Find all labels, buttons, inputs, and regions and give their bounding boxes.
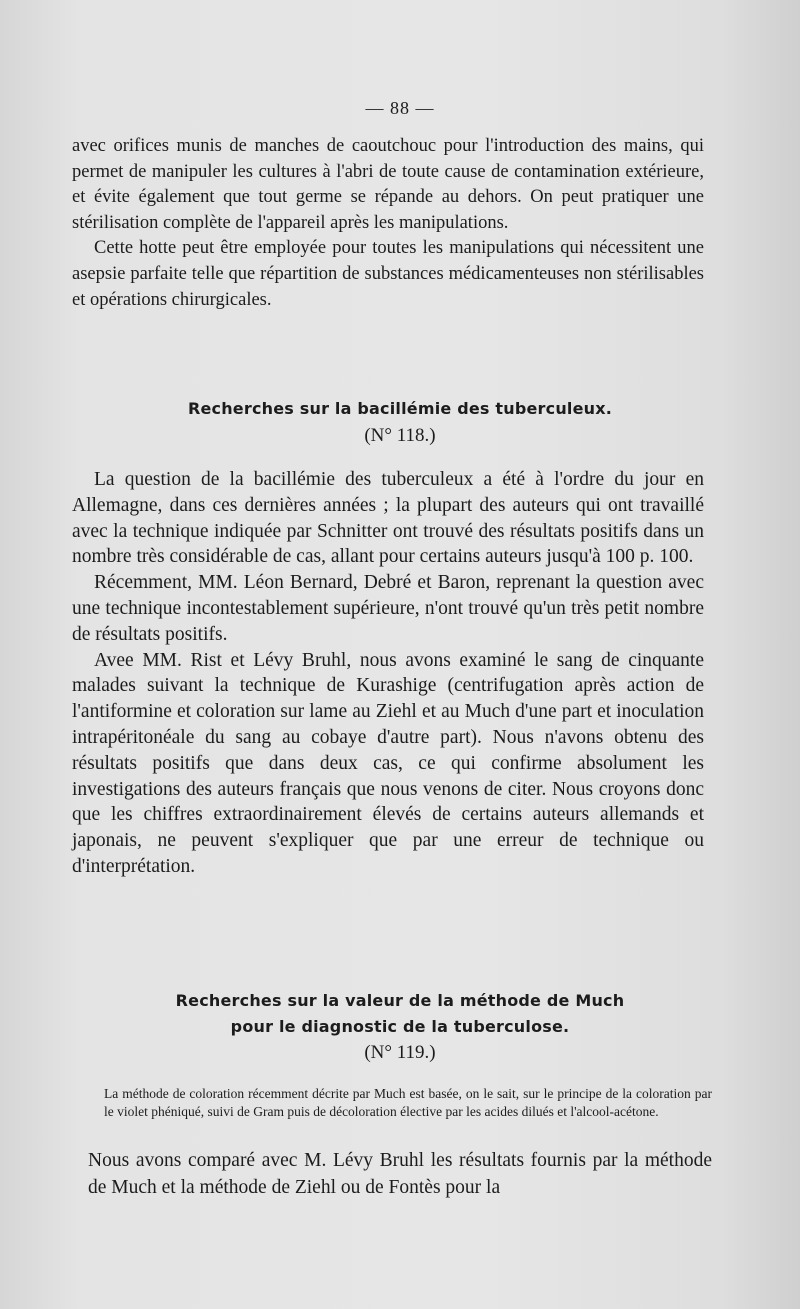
section-119-summary	[104, 1085, 712, 1120]
section-119-paragraph: Nous avons comparé avec M. Lévy Bruhl les résultats fournis par la méthode de Much et la méthode de Ziehl ou de Fontès pour la	[88, 1150, 712, 1198]
section-119-body	[88, 1147, 712, 1201]
section-119-title-line-1: Recherches sur la valeur de la méthode de Much	[175, 991, 625, 1010]
section-118-ref: (N° 118.)	[364, 425, 436, 446]
section-119-title	[0, 988, 800, 1040]
section-119-summary-text: La méthode de coloration récemment décrite par Much est basée, on le sait, sur le principe de la coloration par le violet phéniqué, suivi de Gram puis de décoloration élective par les acides dilués et l'alcool-acétone.	[104, 1086, 712, 1119]
section-118-title: Recherches sur la bacillémie des tuberculeux.	[187, 399, 613, 418]
section-118-paragraph-2: Récemment, MM. Léon Bernard, Debré et Baron, reprenant la question avec une technique incontestablement supérieure, n'ont trouvé qu'un très petit nombre de résultats positifs.	[72, 572, 704, 645]
section-118-body	[72, 467, 704, 880]
intro-text-block	[72, 134, 704, 313]
section-119-title-line-2: pour le diagnostic de la tuberculose.	[230, 1017, 570, 1036]
intro-paragraph-1: avec orifices munis de manches de caoutchouc pour l'introduction des mains, qui permet de manipuler les cultures à l'abri de toute cause de contamination extérieure, et évite également que tout germe se répande au dehors. On peut pratiquer une stérilisation complète de l'appareil après les manipulations.	[72, 136, 704, 233]
page-number: — 88 —	[365, 98, 435, 118]
section-118-paragraph-3: Avee MM. Rist et Lévy Bruhl, nous avons examiné le sang de cinquante malades suivant la technique de Kurashige (centrifugation après action de l'antiformine et coloration sur lame au Ziehl et au Much d'une part et inoculation intrapéritonéale du sang au cobaye d'autre part). Nous n'avons obtenu des résultats positifs que dans deux cas, ce qui confirme absolument les investigations des auteurs français que nous venons de citer. Nous croyons donc que les chiffres extraordinairement élevés de certains auteurs allemands et japonais, ne peuvent s'expliquer que par une erreur de technique ou d'interprétation.	[72, 649, 704, 877]
section-119-ref: (N° 119.)	[364, 1042, 436, 1063]
intro-paragraph-2: Cette hotte peut être employée pour toutes les manipulations qui nécessitent une asepsie parfaite telle que répartition de substances médicamenteuses non stérilisables et opérations chirurgicales.	[72, 238, 704, 310]
section-118-paragraph-1: La question de la bacillémie des tuberculeux a été à l'ordre du jour en Allemagne, dans ces dernières années ; la plupart des auteurs qui ont travaillé avec la technique indiquée par Schnitter ont trouvé des résultats positifs dans un nombre très considérable de cas, allant pour certains auteurs jusqu'à 100 p. 100.	[72, 469, 704, 568]
